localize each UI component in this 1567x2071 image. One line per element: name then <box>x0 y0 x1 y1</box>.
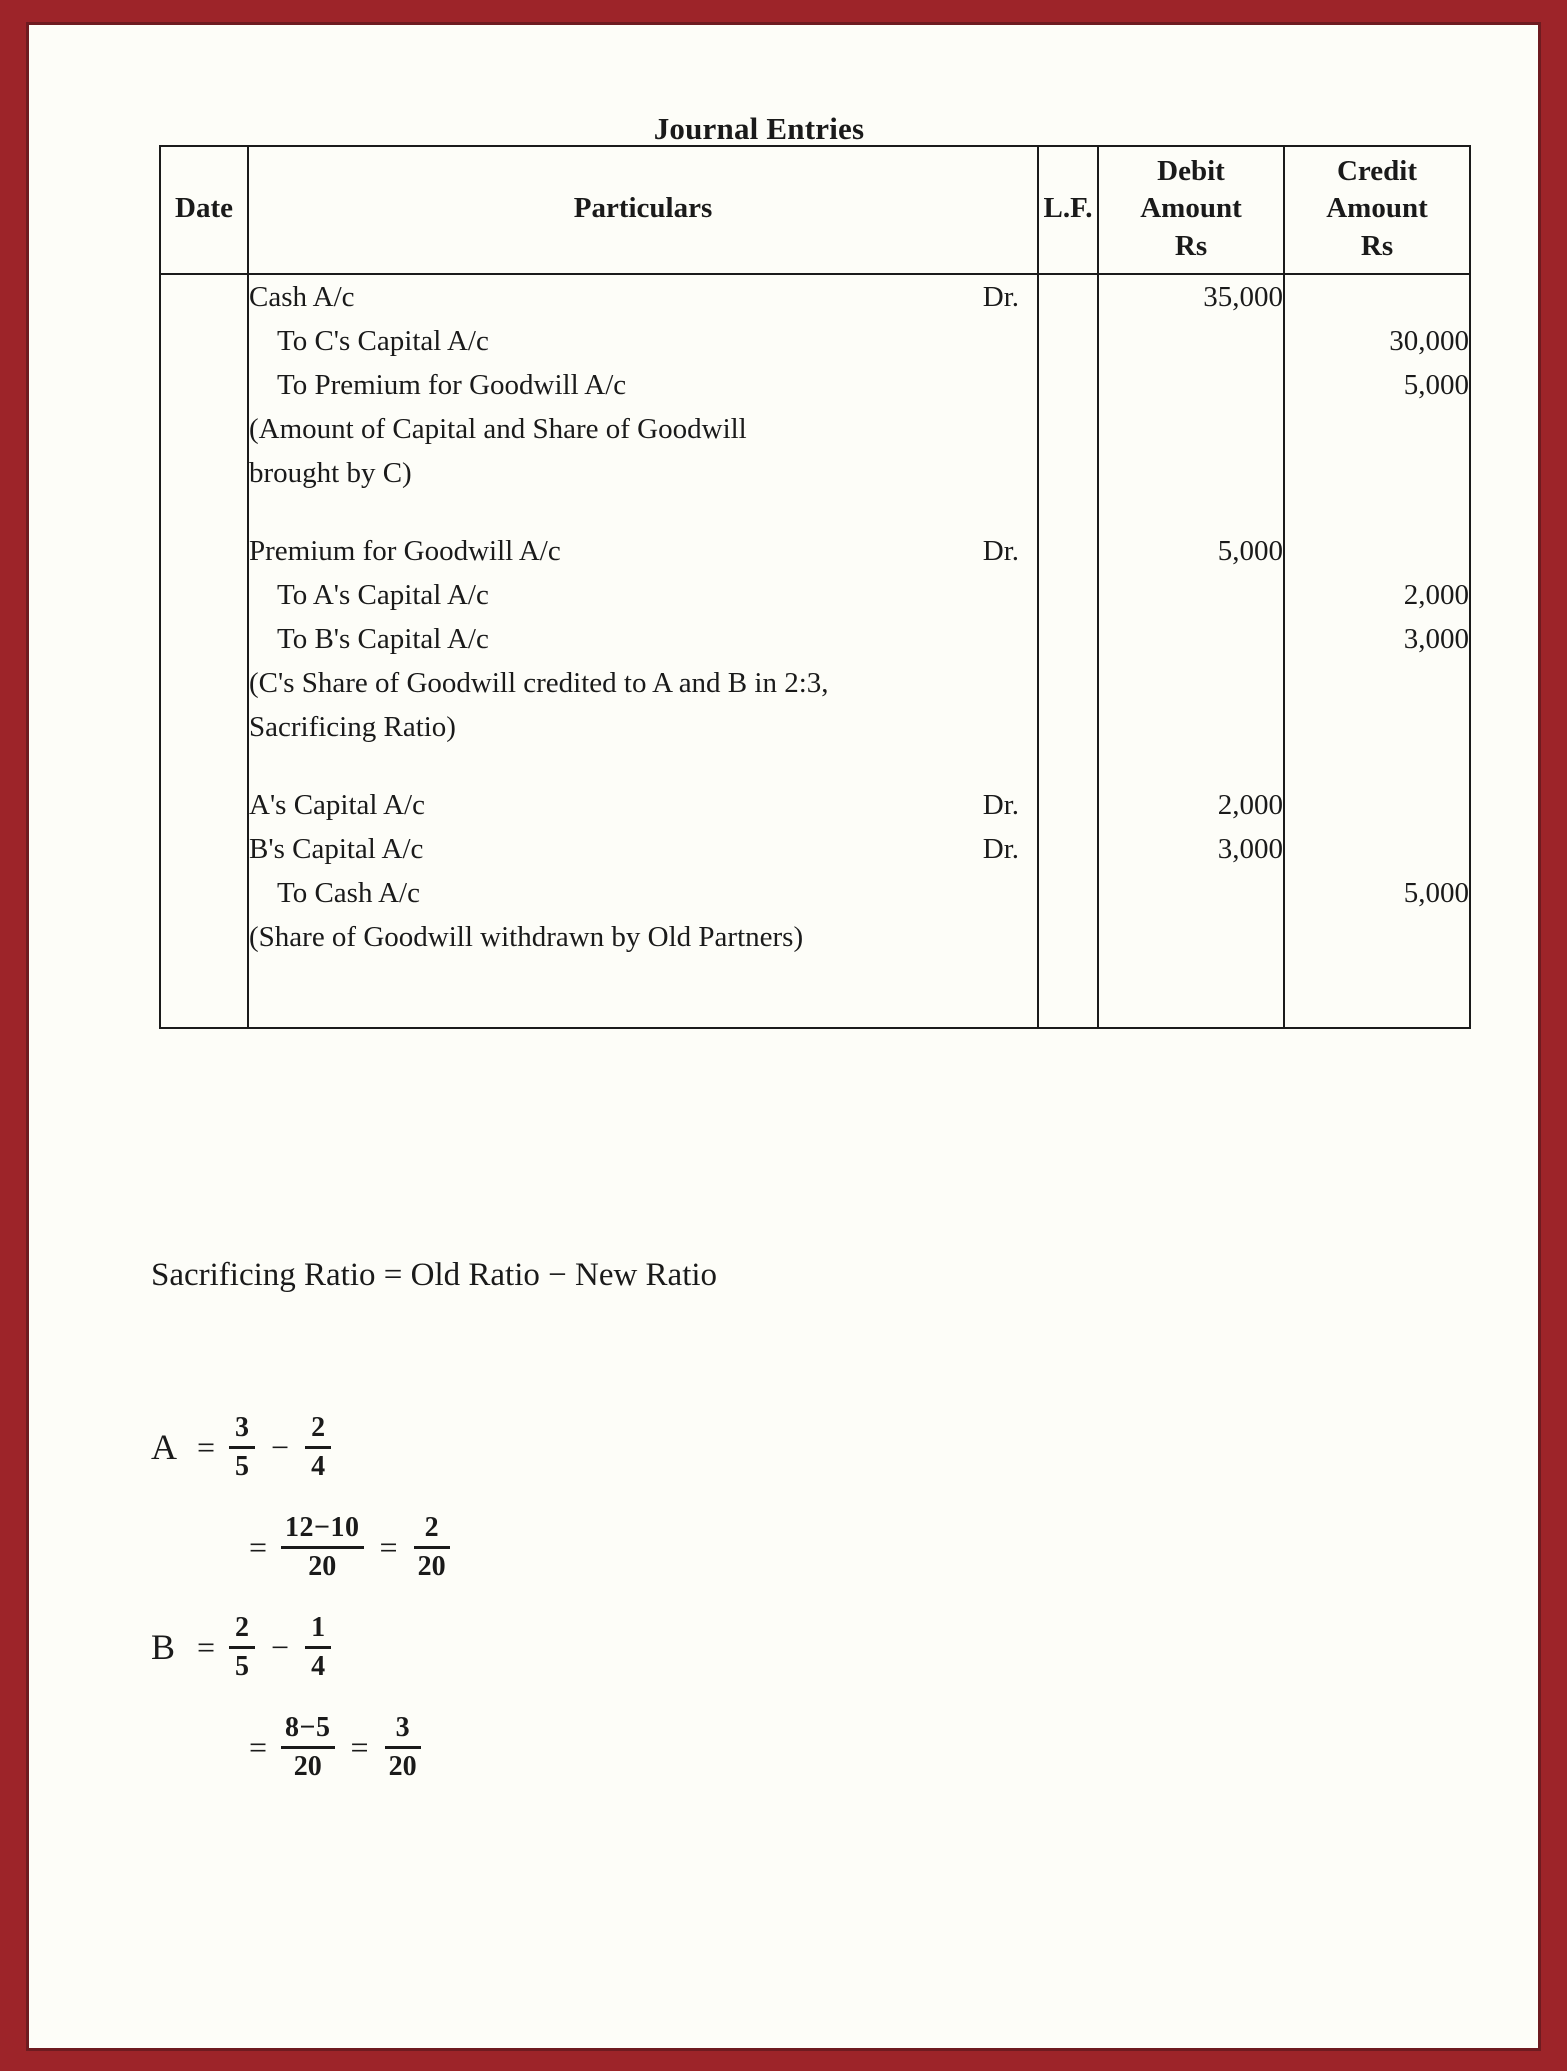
journal-line <box>249 783 1037 827</box>
partner-label: B <box>151 1627 176 1667</box>
fraction-numerator: 12−10 <box>285 1512 360 1544</box>
journal-line-text: (Share of Goodwill withdrawn by Old Partners) <box>249 921 804 953</box>
fraction-denominator: 4 <box>311 1450 326 1482</box>
page-inner-border <box>26 22 1541 2051</box>
fraction-bar <box>385 1746 421 1749</box>
column-header-particulars: Particulars <box>248 146 1038 274</box>
credit-amount-cell <box>1284 274 1470 1028</box>
credit-amount: 30,000 <box>1389 325 1469 357</box>
journal-line-dr-marker: Dr. <box>982 535 1019 567</box>
table-body <box>160 274 1470 1028</box>
journal-line-text: (Amount of Capital and Share of Goodwill <box>249 413 747 445</box>
journal-entry-credit-block <box>1285 783 1469 959</box>
fraction-bar <box>281 1546 363 1549</box>
table-header-row <box>160 146 1470 274</box>
debit-header-line1: Debit <box>1157 155 1225 188</box>
journal-line <box>249 275 1037 319</box>
journal-line-dr-marker: Dr. <box>982 789 1019 821</box>
fraction-numerator: 2 <box>311 1412 326 1444</box>
credit-header-line2: Amount <box>1326 192 1428 225</box>
equals-sign: = <box>249 1728 268 1765</box>
credit-amount: 2,000 <box>1403 579 1469 611</box>
equals-sign: = <box>197 1628 216 1665</box>
calculation-row <box>151 1699 452 1795</box>
debit-amount: 5,000 <box>1217 535 1283 567</box>
operator-sign: = <box>350 1728 369 1765</box>
journal-line <box>249 705 1037 749</box>
fraction <box>229 1413 255 1481</box>
journal-entry-debit-block <box>1099 783 1283 959</box>
credit-amount: 5,000 <box>1403 877 1469 909</box>
journal-line <box>249 915 1037 959</box>
column-header-credit-amount <box>1284 146 1470 274</box>
journal-line-text: To A's Capital A/c <box>277 579 489 611</box>
fraction-denominator: 5 <box>235 1450 250 1482</box>
column-header-date: Date <box>160 146 248 274</box>
fraction <box>414 1513 450 1581</box>
journal-line <box>249 871 1037 915</box>
journal-line-text: B's Capital A/c <box>249 833 424 865</box>
debit-amount: 2,000 <box>1217 789 1283 821</box>
debit-amount-cell <box>1098 274 1284 1028</box>
page-title: Journal Entries <box>653 111 865 146</box>
journal-line-text: brought by C) <box>249 457 412 489</box>
journal-line <box>249 451 1037 495</box>
fraction-bar <box>305 1646 331 1649</box>
debit-amount: 3,000 <box>1217 833 1283 865</box>
journal-entry-debit-block <box>1099 529 1283 749</box>
debit-header-line2: Amount <box>1140 192 1242 225</box>
sacrificing-ratio-working <box>151 1395 452 1795</box>
journal-line <box>249 661 1037 705</box>
fraction-bar <box>305 1446 331 1449</box>
journal-entry-block <box>249 529 1037 749</box>
fraction <box>281 1513 363 1581</box>
calculation-row <box>151 1499 452 1595</box>
journal-entry-credit-block <box>1285 529 1469 749</box>
equals-sign: = <box>249 1528 268 1565</box>
fraction <box>385 1713 421 1781</box>
fraction-numerator: 8−5 <box>285 1712 331 1744</box>
journal-line <box>249 827 1037 871</box>
equals-sign: = <box>197 1428 216 1465</box>
fraction-bar <box>229 1446 255 1449</box>
fraction-bar <box>414 1546 450 1549</box>
fraction-numerator: 2 <box>235 1612 250 1644</box>
journal-line <box>249 319 1037 363</box>
fraction-numerator: 2 <box>424 1512 439 1544</box>
journal-line-text: To Premium for Goodwill A/c <box>277 369 627 401</box>
fraction <box>229 1613 255 1681</box>
column-header-lf: L.F. <box>1038 146 1098 274</box>
fraction <box>305 1613 331 1681</box>
journal-entry-block <box>249 783 1037 959</box>
fraction-numerator: 1 <box>311 1612 326 1644</box>
debit-amount: 35,000 <box>1203 281 1283 313</box>
document-paper <box>29 25 1538 2048</box>
journal-line-dr-marker: Dr. <box>982 281 1019 313</box>
operator-sign: − <box>271 1428 290 1465</box>
journal-line-text: Cash A/c <box>249 281 355 313</box>
fraction <box>305 1413 331 1481</box>
fraction-bar <box>281 1746 334 1749</box>
operator-sign: = <box>379 1528 398 1565</box>
particulars-cell <box>248 274 1038 1028</box>
journal-entry-block <box>249 275 1037 495</box>
journal-line-text: Sacrificing Ratio) <box>249 711 456 743</box>
fraction-denominator: 20 <box>293 1750 322 1782</box>
journal-line <box>249 363 1037 407</box>
fraction-numerator: 3 <box>235 1412 250 1444</box>
fraction-denominator: 20 <box>417 1550 446 1582</box>
fraction-denominator: 20 <box>308 1550 337 1582</box>
credit-header-line1: Credit <box>1336 155 1417 188</box>
credit-amount: 5,000 <box>1403 369 1469 401</box>
journal-line-dr-marker: Dr. <box>982 833 1019 865</box>
date-cell <box>160 274 248 1028</box>
fraction-numerator: 3 <box>395 1712 410 1744</box>
journal-line-text: A's Capital A/c <box>249 789 425 821</box>
journal-line-text: To C's Capital A/c <box>277 325 489 357</box>
calculation-row <box>151 1595 452 1699</box>
fraction <box>281 1713 334 1781</box>
operator-sign: − <box>271 1628 290 1665</box>
journal-line <box>249 407 1037 451</box>
lf-cell <box>1038 274 1098 1028</box>
sacrificing-ratio-heading: Sacrificing Ratio = Old Ratio − New Ratio <box>151 1257 718 1293</box>
debit-header-line3: Rs <box>1174 229 1208 262</box>
table-row <box>160 274 1470 1028</box>
journal-line-text: Premium for Goodwill A/c <box>249 535 561 567</box>
partner-label: A <box>151 1427 177 1467</box>
fraction-denominator: 20 <box>388 1750 417 1782</box>
table-header <box>160 146 1470 274</box>
journal-line <box>249 573 1037 617</box>
journal-line-text: To B's Capital A/c <box>277 623 489 655</box>
fraction-denominator: 5 <box>235 1650 250 1682</box>
calculation-row <box>151 1395 452 1499</box>
journal-line-text: To Cash A/c <box>277 877 420 909</box>
journal-entries-table <box>159 145 1471 1029</box>
journal-entry-debit-block <box>1099 275 1283 495</box>
journal-line <box>249 529 1037 573</box>
fraction-bar <box>229 1646 255 1649</box>
journal-entry-credit-block <box>1285 275 1469 495</box>
column-header-debit-amount <box>1098 146 1284 274</box>
fraction-denominator: 4 <box>311 1650 326 1682</box>
credit-amount: 3,000 <box>1403 623 1469 655</box>
journal-line-text: (C's Share of Goodwill credited to A and B in 2:3, <box>249 667 829 699</box>
journal-line <box>249 617 1037 661</box>
credit-header-line3: Rs <box>1360 229 1394 262</box>
